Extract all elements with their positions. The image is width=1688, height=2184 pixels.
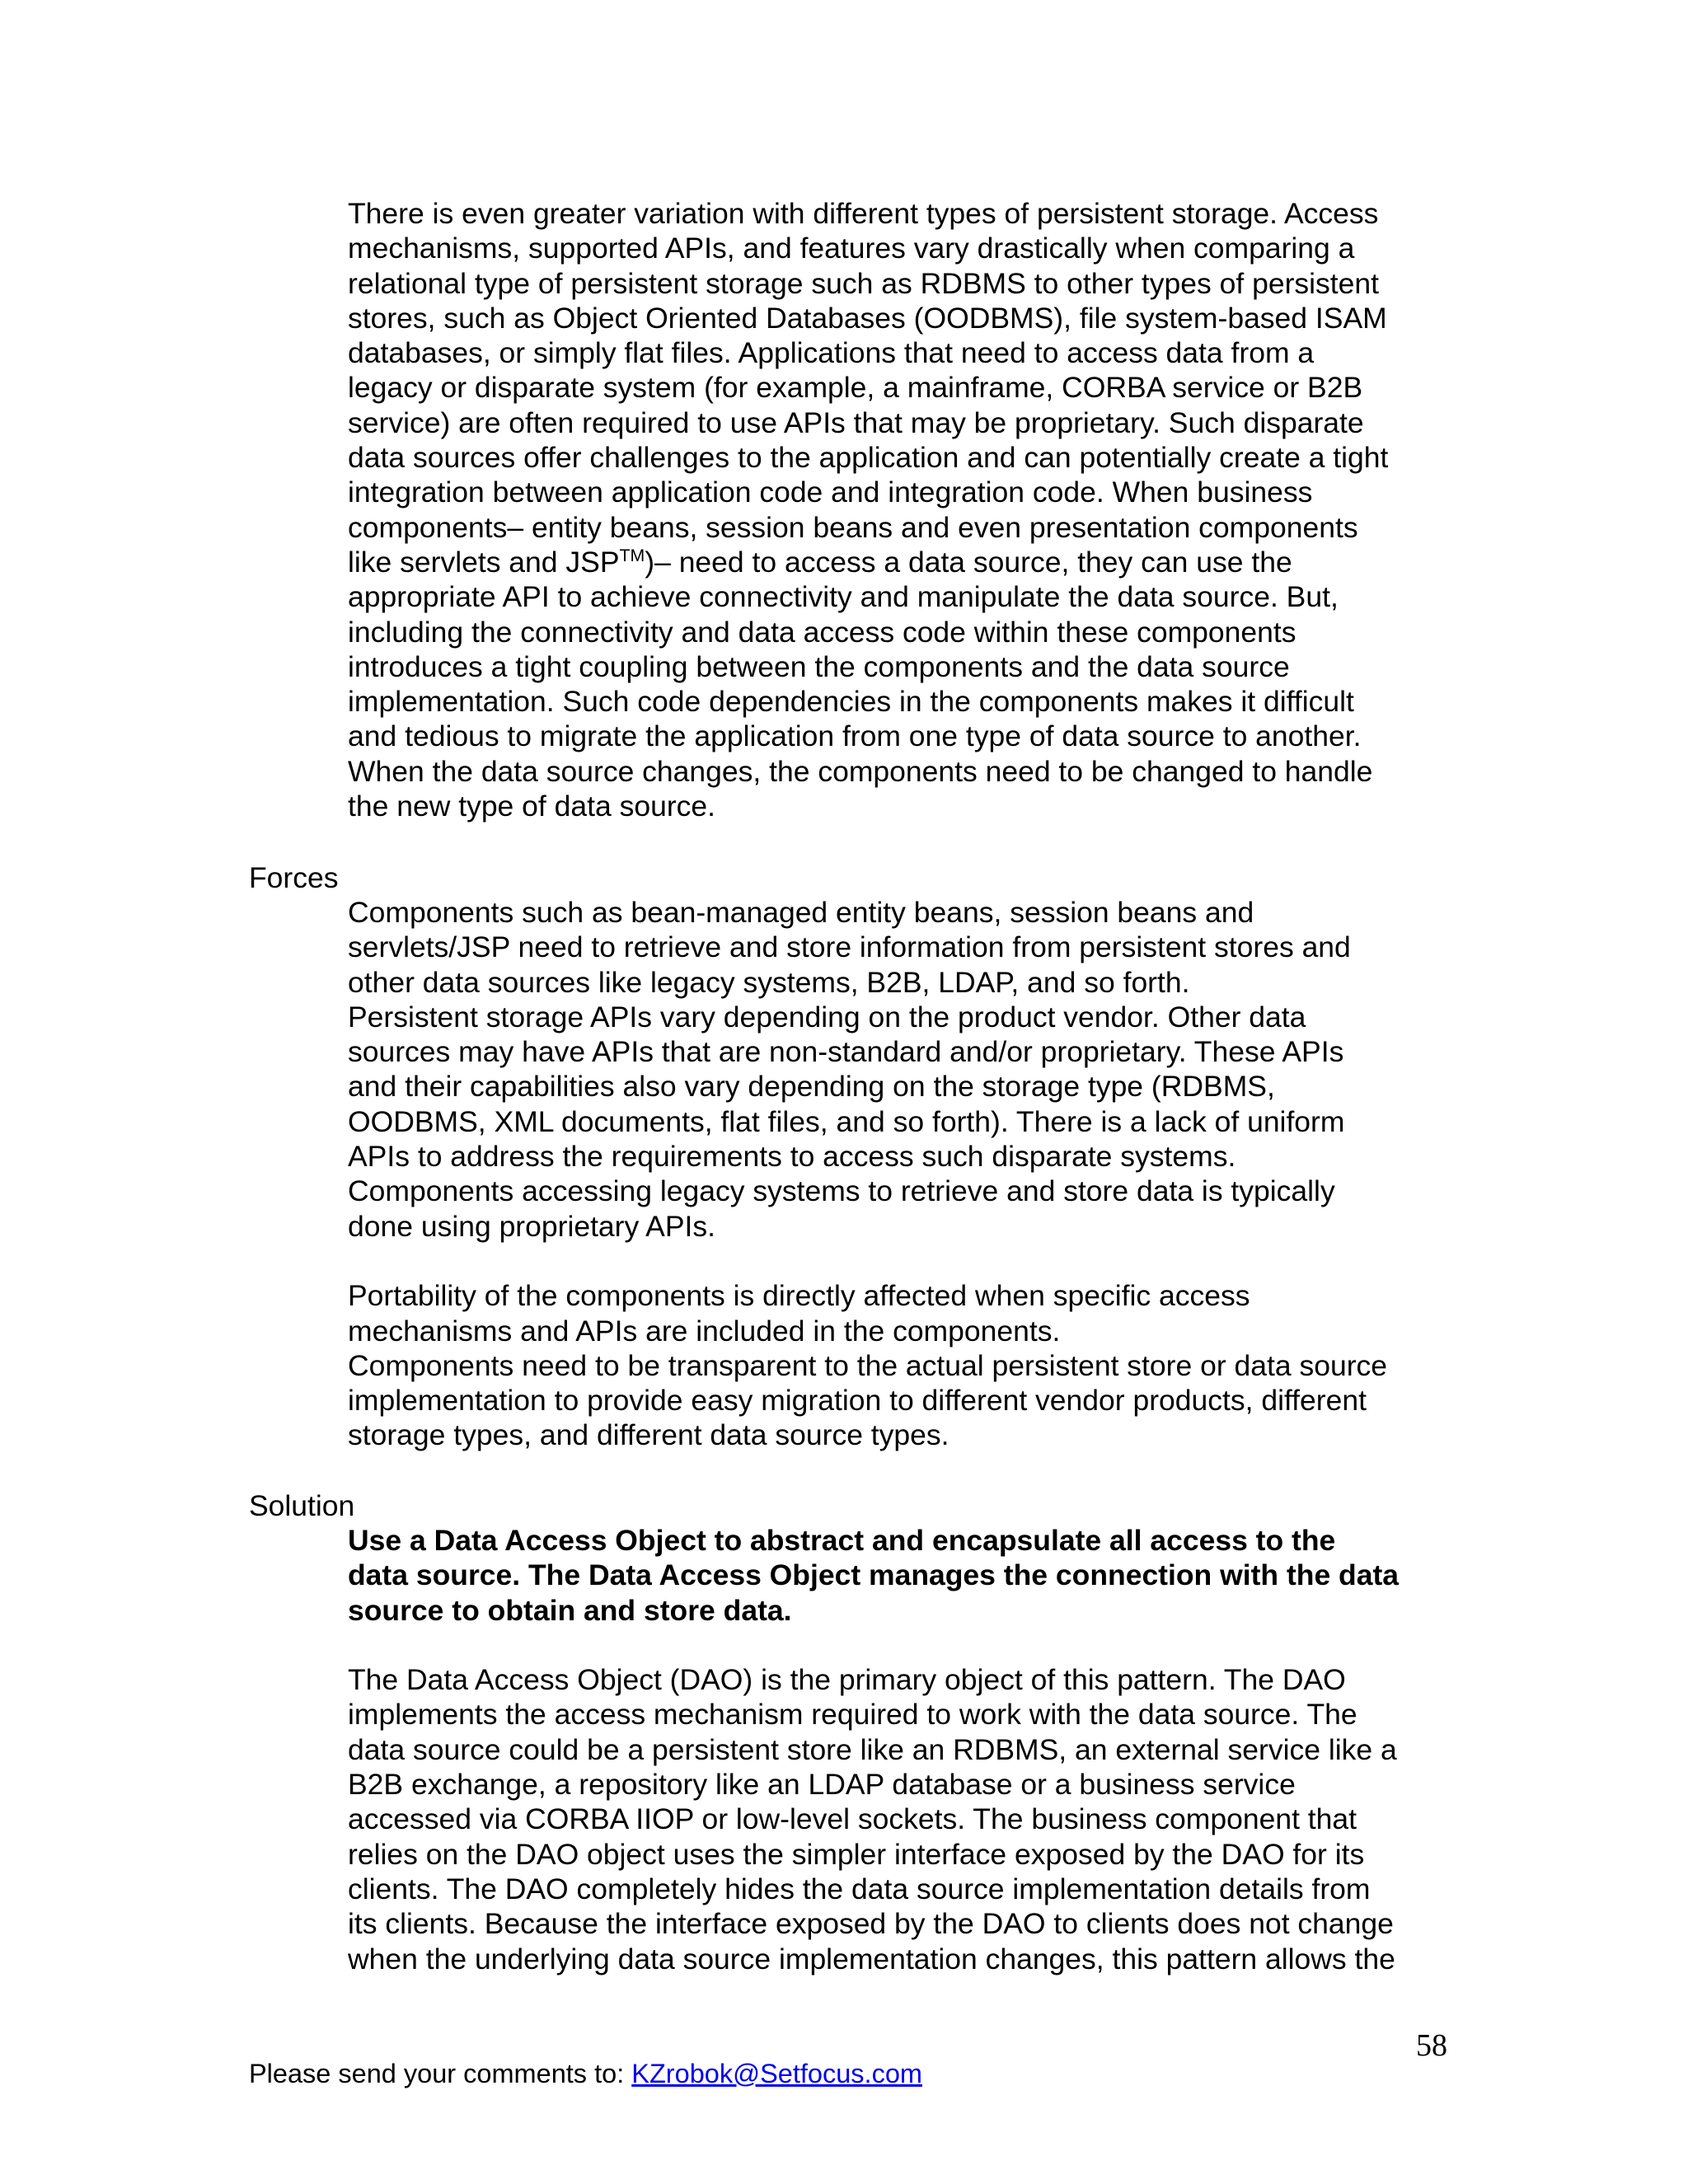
solution-statement-line: Use a Data Access Object to abstract and encapsulate all access to the (348, 1524, 1336, 1557)
text-line: clients. The DAO completely hides the data source implementation details from (348, 1872, 1371, 1905)
text-line: Components accessing legacy systems to retrieve and store data is typically (348, 1174, 1335, 1208)
text-line: When the data source changes, the components need to be changed to handle (348, 754, 1373, 788)
text-line: and their capabilities also vary depending on the storage type (RDBMS, (348, 1070, 1275, 1104)
text-line: introduces a tight coupling between the components and the data source (348, 649, 1290, 683)
footer-text: Please send your comments to: (249, 2059, 632, 2088)
text-line: appropriate API to achieve connectivity and manipulate the data source. But, (348, 580, 1339, 614)
text-line: databases, or simply flat files. Applications that need to access data from a (348, 336, 1315, 370)
text-line-with-trademark (348, 545, 1452, 579)
footer (249, 2057, 922, 2090)
trademark-superscript: TM (619, 546, 645, 566)
text-line: integration between application code and integration code. When business (348, 476, 1313, 509)
paragraph-gap (348, 1244, 1452, 1278)
solution-statement-line: source to obtain and store data. (348, 1593, 792, 1627)
text-line: done using proprietary APIs. (348, 1209, 715, 1243)
text-line: stores, such as Object Oriented Databases (OODBMS), file system-based ISAM (348, 301, 1387, 335)
text-line: implementation. Such code dependencies in the components makes it difficult (348, 685, 1354, 719)
context-paragraph (348, 196, 1452, 823)
text-line: B2B exchange, a repository like an LDAP database or a business service (348, 1768, 1296, 1802)
text-line: Components such as bean-managed entity beans, session beans and (348, 896, 1254, 929)
text-line: when the underlying data source implementation changes, this pattern allows the (348, 1942, 1395, 1975)
text-line: Persistent storage APIs vary depending on the product vendor. Other data (348, 1000, 1306, 1033)
text-line: implementation to provide easy migration to different vendor products, different (348, 1384, 1367, 1418)
text-line: relies on the DAO object uses the simpler interface exposed by the DAO for its (348, 1837, 1365, 1871)
email-link[interactable]: KZrobok@Setfocus.com (631, 2059, 922, 2088)
forces-heading: Forces (249, 861, 339, 894)
solution-heading: Solution (249, 1489, 355, 1522)
text-line: APIs to address the requirements to access such disparate systems. (348, 1140, 1236, 1174)
text-line: implements the access mechanism required to work with the data source. The (348, 1698, 1357, 1732)
forces-content (348, 895, 1452, 1453)
text-line: data sources offer challenges to the application and can potentially create a tight (348, 441, 1389, 475)
text-line: relational type of persistent storage such as RDBMS to other types of persistent (348, 266, 1380, 300)
text-line: servlets/JSP need to retrieve and store information from persistent stores and (348, 930, 1351, 964)
text-line: legacy or disparate system (for example, a mainframe, CORBA service or B2B (348, 371, 1363, 405)
text-line: data source could be a persistent store like an RDBMS, an external service like a (348, 1732, 1397, 1766)
text-line: components– entity beans, session beans and even presentation components (348, 510, 1358, 544)
text-line: service) are often required to use APIs that may be proprietary. Such disparate (348, 405, 1364, 439)
text-line: Components need to be transparent to the actual persistent store or data source (348, 1348, 1388, 1382)
text-line: Portability of the components is directly affected when specific access (348, 1279, 1250, 1313)
text-line: mechanisms and APIs are included in the components. (348, 1314, 1061, 1347)
text-line: sources may have APIs that are non-standard and/or proprietary. These APIs (348, 1035, 1344, 1069)
text-line: its clients. Because the interface exposed by the DAO to clients does not change (348, 1907, 1394, 1941)
text-fragment: )– need to access a data source, they can use the (645, 545, 1292, 579)
text-line: other data sources like legacy systems, B2B, LDAP, and so forth. (348, 965, 1190, 999)
text-line: including the connectivity and data access code within these components (348, 615, 1296, 649)
text-line: the new type of data source. (348, 790, 716, 823)
text-line: and tedious to migrate the application from one type of data source to another. (348, 719, 1362, 753)
solution-content (348, 1523, 1452, 1976)
text-line: storage types, and different data source types. (348, 1418, 950, 1452)
text-line: The Data Access Object (DAO) is the primary object of this pattern. The DAO (348, 1663, 1346, 1697)
solution-statement-line: data source. The Data Access Object manages the connection with the data (348, 1558, 1400, 1592)
text-line: There is even greater variation with different types of persistent storage. Access (348, 197, 1379, 230)
text-fragment: like servlets and JSP (348, 545, 620, 579)
paragraph-gap (348, 1628, 1452, 1662)
page-number: 58 (1416, 2028, 1447, 2063)
text-line: mechanisms, supported APIs, and features vary drastically when comparing a (348, 232, 1355, 265)
text-line: OODBMS, XML documents, flat files, and so forth). There is a lack of uniform (348, 1104, 1345, 1138)
text-line: accessed via CORBA IIOP or low-level sockets. The business component that (348, 1802, 1357, 1836)
